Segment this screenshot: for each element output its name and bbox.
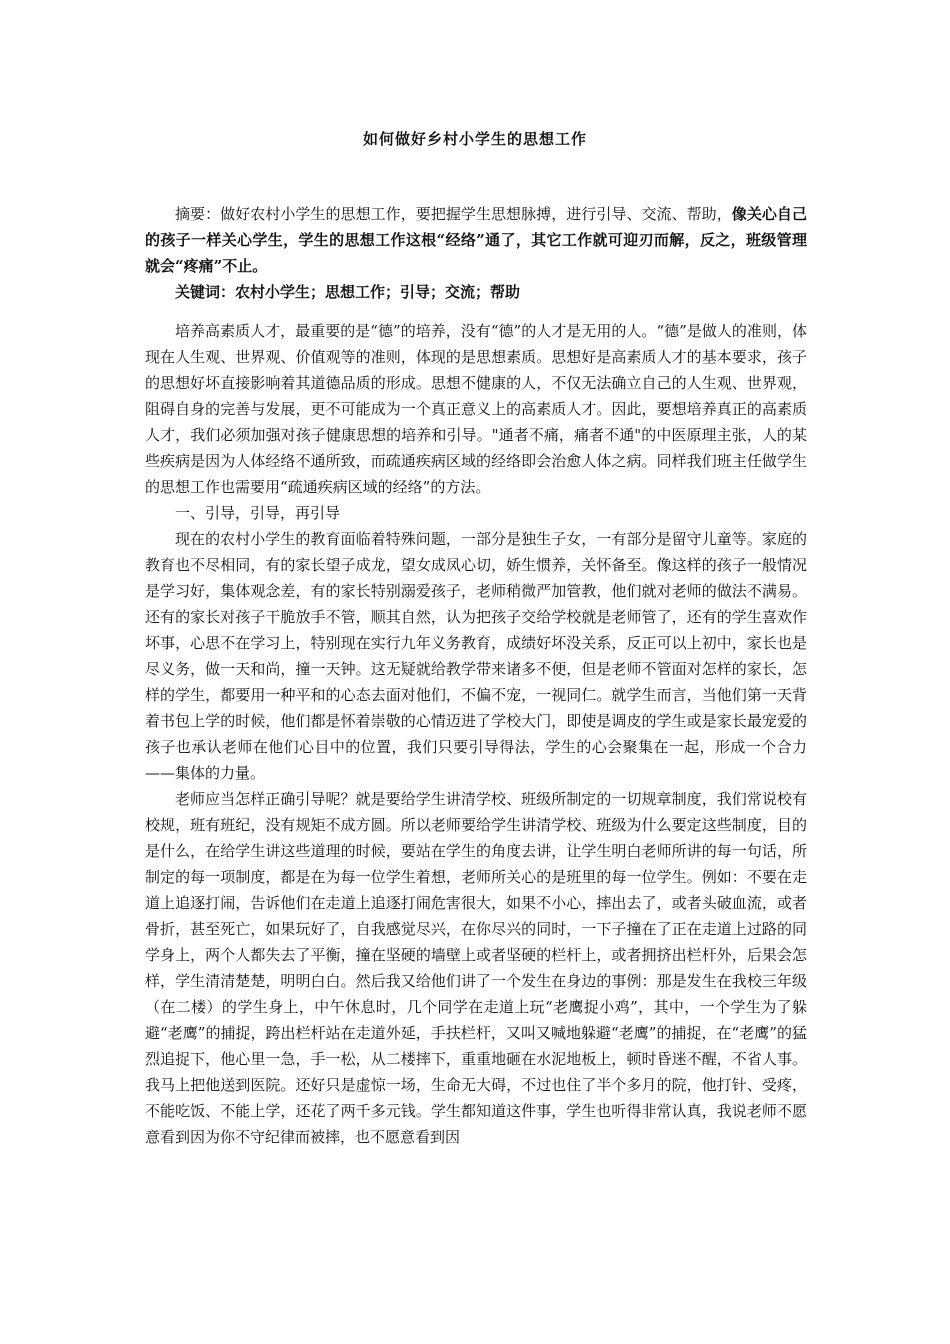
body-text xyxy=(145,318,807,1150)
document-title: 如何做好乡村小学生的思想工作 xyxy=(362,130,587,148)
section-heading: 一、引导，引导，再引导 xyxy=(175,504,341,522)
keywords: 关键词：农村小学生；思想工作；引导；交流；帮助 xyxy=(175,283,521,301)
abstract-paragraph xyxy=(145,201,807,279)
paragraph-guidance: 老师应当怎样正确引导呢？就是要给学生讲清学校、班级所制定的一切规章制度，我们常说校有校规，班有班纪，没有规矩不成方圆。所以老师要给学生讲清学校、班级为什么要定这些制度，目的是什么，在给学生讲这些道理的时候，要站在学生的角度去讲，让学生明白老师所讲的每一句话，所制定的每一项制度，都是在为每一位学生着想，老师所关心的是班里的每一位学生。例如：不要在走道上追逐打闹，告诉他们在走道上追逐打闹危害很大，如果不小心，摔出去了，或者头破血流，或者骨折，甚至死亡，如果玩好了，自我感觉尽兴，在你尽兴的同时，一下子撞在了正在走道上过路的同学身上，两个人都失去了平衡，撞在坚硬的墙壁上或者坚硬的栏杆上，或者拥挤出栏杆外，后果会怎样，学生清清楚楚，明明白白。然后我又给他们讲了一个发生在身边的事例：那是发生在我校三年级（在二楼）的学生身上，中午休息时，几个同学在走道上玩“老鹰捉小鸡”，其中，一个学生为了躲避“老鹰”的捕捉，跨出栏杆站在走道外延，手扶栏杆，又叫又喊地躲避“老鹰”的捕捉，在“老鹰”的猛烈追捉下，他心里一急，手一松，从二楼摔下，重重地砸在水泥地板上，顿时昏迷不醒，不省人事。我马上把他送到医院。还好只是虚惊一场，生命无大碍，不过也住了半个多月的院，他打针、受疼，不能吃饭、不能上学，还花了两千多元钱。学生都知道这件事，学生也听得非常认真，我说老师不愿意看到因为你不守纪律而被摔，也不愿意看到因 xyxy=(145,790,807,1146)
abstract-lead: 摘要：做好农村小学生的思想工作，要把握学生思想脉搏，进行引导、交流、帮助， xyxy=(175,205,732,223)
abstract-bold: 像关心自己的孩子一样关心学生，学生的思想工作这根“经络”通了，其它工作就可迎刃而解，反之，班级管理就会“疼痛”不止。 xyxy=(145,205,807,275)
paragraph-rural-students: 现在的农村小学生的教育面临着特殊问题，一部分是独生子女，一有部分是留守儿童等。家庭的教育也不尽相同，有的家长望子成龙，望女成凤心切，娇生惯养，关怀备至。像这样的孩子一般情况是学习好，集体观念差，有的家长特别溺爱孩子，老师稍微严加管教，他们就对老师的做法不满易。还有的家长对孩子干脆放手不管，顺其自然，认为把孩子交给学校就是老师管了，还有的学生喜欢作坏事，心思不在学习上，特别现在实行九年义务教育，成绩好坏没关系，反正可以上初中，家长也是尽义务，做一天和尚，撞一天钟。这无疑就给教学带来诸多不便，但是老师不管面对怎样的家长，怎样的学生，都要用一种平和的心态去面对他们，不偏不宠，一视同仁。就学生而言，当他们第一天背着书包上学的时候，他们都是怀着崇敬的心情迈进了学校大门，即使是调皮的学生或是家长最宠爱的孩子也承认老师在他们心目中的位置，我们只要引导得法，学生的心会聚集在一起，形成一个合力——集体的力量。 xyxy=(145,530,807,782)
abstract-section xyxy=(145,201,807,305)
paragraph-intro: 培养高素质人才，最重要的是“德”的培养，没有“德”的人才是无用的人。“德”是做人的准则，体现在人生观、世界观、价值观等的准则，体现的是思想素质。思想好是高素质人才的基本要求，孩子的思想好坏直接影响着其道德品质的形成。思想不健康的人，不仅无法确立自己的人生观、世界观，阻碍自身的完善与发展，更不可能成为一个真正意义上的高素质人才。因此，要想培养真正的高素质人才，我们必须加强对孩子健康思想的培养和引导。"通者不痛，痛者不通"的中医原理主张，人的某些疾病是因为人体经络不通所致，而疏通疾病区域的经络即会治愈人体之病。同样我们班主任做学生的思想工作也需要用“疏通疾病区域的经络”的方法。 xyxy=(145,322,807,496)
